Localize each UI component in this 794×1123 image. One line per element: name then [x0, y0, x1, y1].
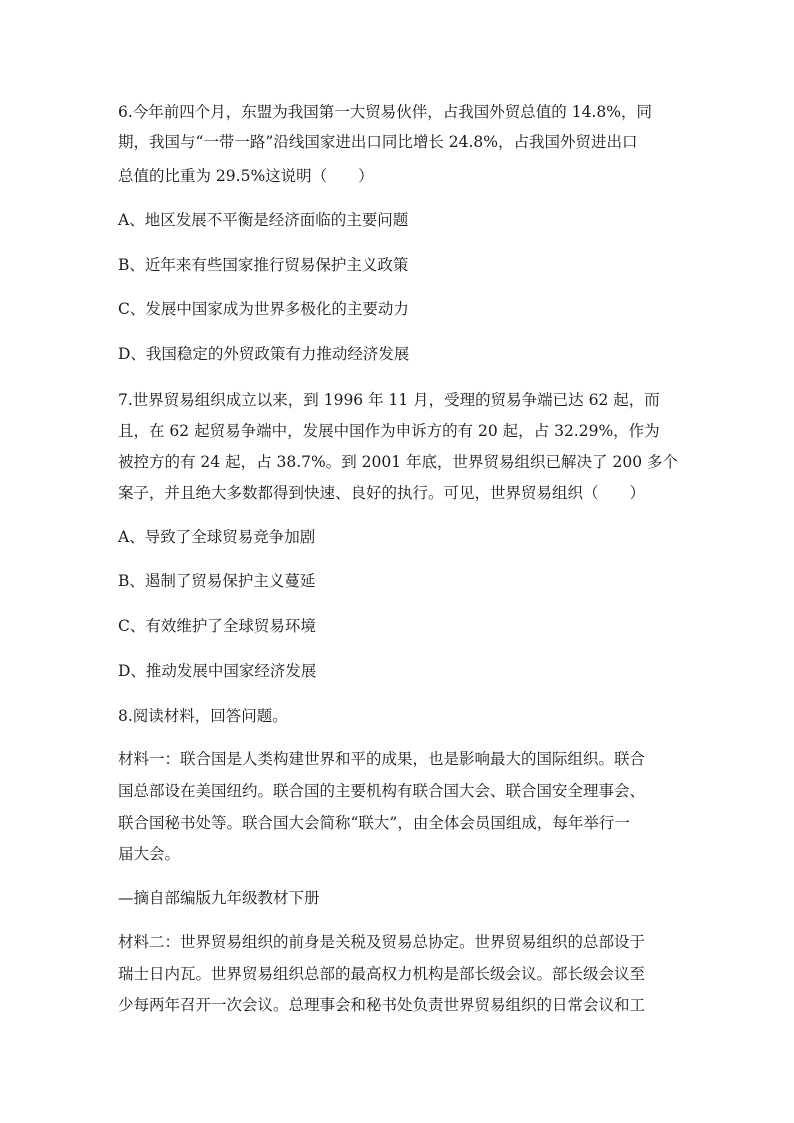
material-2-line-1: 材料二：世界贸易组织的前身是关税及贸易总协定。世界贸易组织的总部设于 — [118, 933, 646, 951]
question-6-option-a: A、地区发展不平衡是经济面临的主要问题 — [118, 211, 409, 229]
question-6-line-1: 6.今年前四个月，东盟为我国第一大贸易伙伴，占我国外贸总值的 14.8%，同 — [118, 103, 652, 121]
material-1-source: —摘自部编版九年级教材下册 — [118, 889, 320, 907]
question-7-line-3: 被控方的有 24 起，占 38.7%。到 2001 年底，世界贸易组织已解决了 200 多个 — [118, 453, 678, 471]
question-6-option-b: B、近年来有些国家推行贸易保护主义政策 — [118, 256, 409, 274]
question-8-title: 8.阅读材料，回答问题。 — [118, 707, 288, 725]
question-6-line-3: 总值的比重为 29.5%这说明（ ） — [118, 167, 374, 185]
question-6-option-d: D、我国稳定的外贸政策有力推动经济发展 — [118, 345, 410, 363]
material-1-line-3: 联合国秘书处等。联合国大会简称“联大”，由全体会员国组成，每年举行一 — [118, 814, 630, 832]
question-7-option-a: A、导致了全球贸易竞争加剧 — [118, 528, 316, 546]
question-6-option-c: C、发展中国家成为世界多极化的主要动力 — [118, 300, 409, 318]
question-7-line-4: 案子，并且绝大多数都得到快速、良好的执行。可见，世界贸易组织（ ） — [118, 484, 646, 502]
material-1-line-2: 国总部设在美国纽约。联合国的主要机构有联合国大会、联合国安全理事会、 — [118, 782, 646, 800]
material-2-line-2: 瑞士日内瓦。世界贸易组织总部的最高权力机构是部长级会议。部长级会议至 — [118, 965, 646, 983]
question-7-option-d: D、推动发展中国家经济发展 — [118, 662, 317, 680]
material-1-line-4: 届大会。 — [118, 845, 181, 863]
question-7-line-2: 且，在 62 起贸易争端中，发展中国作为申诉方的有 20 起，占 32.29%，作为 — [118, 422, 660, 440]
question-6-line-2: 期，我国与“一带一路”沿线国家进出口同比增长 24.8%，占我国外贸进出口 — [118, 133, 638, 151]
question-7-option-c: C、有效维护了全球贸易环境 — [118, 617, 316, 635]
question-7-line-1: 7.世界贸易组织成立以来，到 1996 年 11 月，受理的贸易争端已达 62 起，而 — [118, 391, 660, 409]
material-1-line-1: 材料一：联合国是人类构建世界和平的成果，也是影响最大的国际组织。联合 — [118, 750, 646, 768]
question-7-option-b: B、遏制了贸易保护主义蔓延 — [118, 572, 316, 590]
material-2-line-3: 少每两年召开一次会议。总理事会和秘书处负责世界贸易组织的日常会议和工 — [118, 996, 646, 1014]
